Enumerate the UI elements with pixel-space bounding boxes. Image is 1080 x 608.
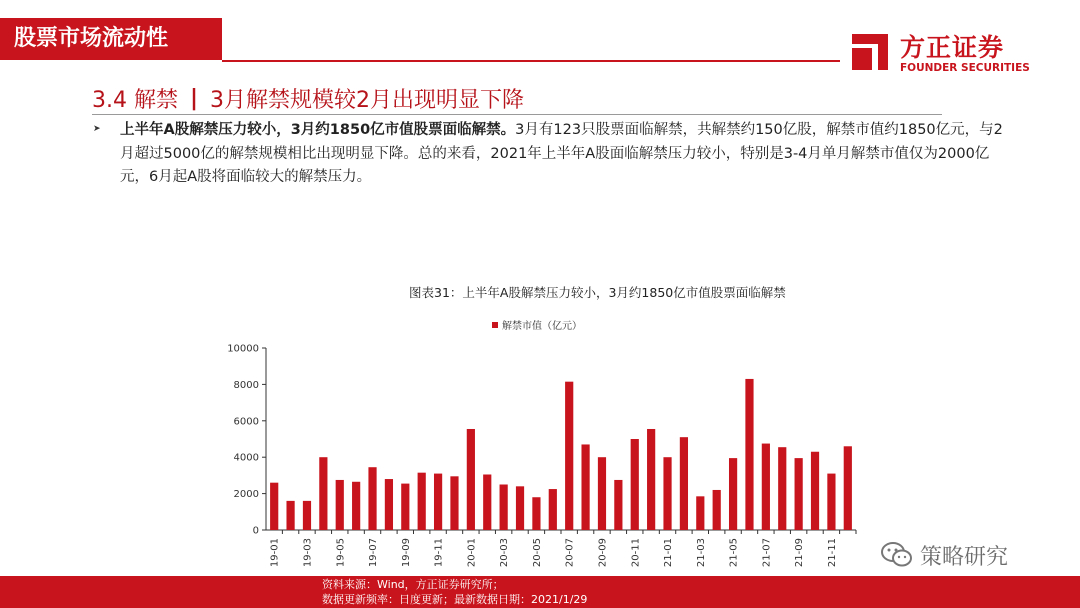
x-tick-label: 19-11 — [433, 538, 445, 568]
logo-chinese-name: 方正证券 — [900, 33, 1005, 62]
bar-21-11 — [827, 474, 835, 530]
bar-19-10 — [418, 473, 426, 530]
x-tick-label: 19-03 — [302, 538, 314, 568]
bar-21-02 — [680, 437, 688, 530]
y-tick-label: 6000 — [233, 416, 259, 428]
bar-20-10 — [614, 480, 622, 530]
bar-19-07 — [368, 467, 376, 530]
y-tick-label: 2000 — [233, 489, 259, 501]
bar-19-05 — [336, 480, 344, 530]
x-tick-label: 21-09 — [794, 538, 806, 568]
footer-source: 资料来源：Wind，方正证券研究所； — [322, 578, 504, 591]
bar-20-12 — [647, 429, 655, 530]
bar-20-03 — [500, 485, 508, 531]
legend-label: 解禁市值（亿元） — [502, 321, 582, 332]
x-tick-label: 19-09 — [400, 538, 412, 568]
bullet-arrow-icon: ➤ — [93, 124, 101, 134]
x-tick-label: 21-11 — [826, 538, 838, 568]
bar-20-04 — [516, 486, 524, 530]
bar-20-11 — [631, 439, 639, 530]
bar-20-01 — [467, 429, 475, 530]
watermark-text: 策略研究 — [920, 544, 1009, 570]
bar-21-07 — [762, 444, 770, 530]
bar-19-02 — [286, 501, 294, 530]
bar-20-06 — [549, 489, 557, 530]
chart-caption: 图表31：上半年A股解禁压力较小，3月约1850亿市值股票面临解禁 — [409, 285, 786, 300]
x-tick-label: 20-01 — [466, 538, 478, 568]
x-tick-label: 20-05 — [531, 538, 543, 568]
x-tick-label: 21-07 — [761, 538, 773, 568]
bar-20-07 — [565, 382, 573, 530]
bar-21-12 — [844, 446, 852, 530]
bar-21-03 — [696, 496, 704, 530]
bar-21-08 — [778, 447, 786, 530]
y-tick-label: 0 — [252, 525, 259, 537]
x-tick-label: 20-03 — [499, 538, 511, 568]
x-tick-label: 19-01 — [269, 538, 281, 568]
wechat-watermark — [880, 540, 1008, 570]
bullet-body-text: 3月有123只股票面临解禁，共解禁约150亿股，解禁市值约1850亿元，与2月超过5000亿的解禁规模相比出现明显下降。总的来看，2021年上半年A股面临解禁压力较小，特别是3-4月单月解禁市值仅为2000亿元，6月起A股将面临较大的解禁压力。 — [120, 122, 1003, 185]
section-subtitle: 3月解禁规模较2月出现明显下降 — [210, 87, 525, 113]
x-tick-label: 19-07 — [368, 538, 380, 568]
x-tick-label: 20-09 — [597, 538, 609, 568]
x-tick-label: 21-05 — [728, 538, 740, 568]
bar-20-08 — [581, 444, 589, 530]
bullet-bold-text: 上半年A股解禁压力较小，3月约1850亿市值股票面临解禁。 — [120, 122, 516, 138]
bar-19-08 — [385, 479, 393, 530]
logo-english-name: FOUNDER SECURITIES — [900, 62, 1030, 74]
bar-20-02 — [483, 474, 491, 530]
section-number: 3.4 解禁 — [92, 87, 178, 113]
bar-19-03 — [303, 501, 311, 530]
page-title: 股票市场流动性 — [0, 18, 222, 60]
y-tick-label: 4000 — [233, 452, 259, 464]
bar-21-01 — [663, 457, 671, 530]
legend-swatch — [492, 322, 498, 328]
bar-19-04 — [319, 457, 327, 530]
footer-notes — [322, 577, 587, 607]
bar-19-06 — [352, 482, 360, 530]
bar-19-11 — [434, 474, 442, 530]
bar-21-06 — [745, 379, 753, 530]
wechat-icon — [880, 541, 914, 569]
bar-21-04 — [713, 490, 721, 530]
y-tick-label: 8000 — [233, 379, 259, 391]
bar-21-09 — [795, 458, 803, 530]
x-tick-label: 19-05 — [335, 538, 347, 568]
bar-20-09 — [598, 457, 606, 530]
bar-21-10 — [811, 452, 819, 530]
bar-19-09 — [401, 484, 409, 530]
bar-19-12 — [450, 476, 458, 530]
y-tick-label: 10000 — [227, 343, 259, 355]
x-tick-label: 21-01 — [663, 538, 675, 568]
section-separator: | — [189, 85, 199, 111]
bar-19-01 — [270, 483, 278, 530]
x-tick-label: 21-03 — [695, 538, 707, 568]
bar-20-05 — [532, 497, 540, 530]
bar-21-05 — [729, 458, 737, 530]
footer-update: 数据更新频率：日度更新；最新数据日期：2021/1/29 — [322, 593, 588, 606]
x-tick-label: 20-07 — [564, 538, 576, 568]
x-tick-label: 20-11 — [630, 538, 642, 568]
